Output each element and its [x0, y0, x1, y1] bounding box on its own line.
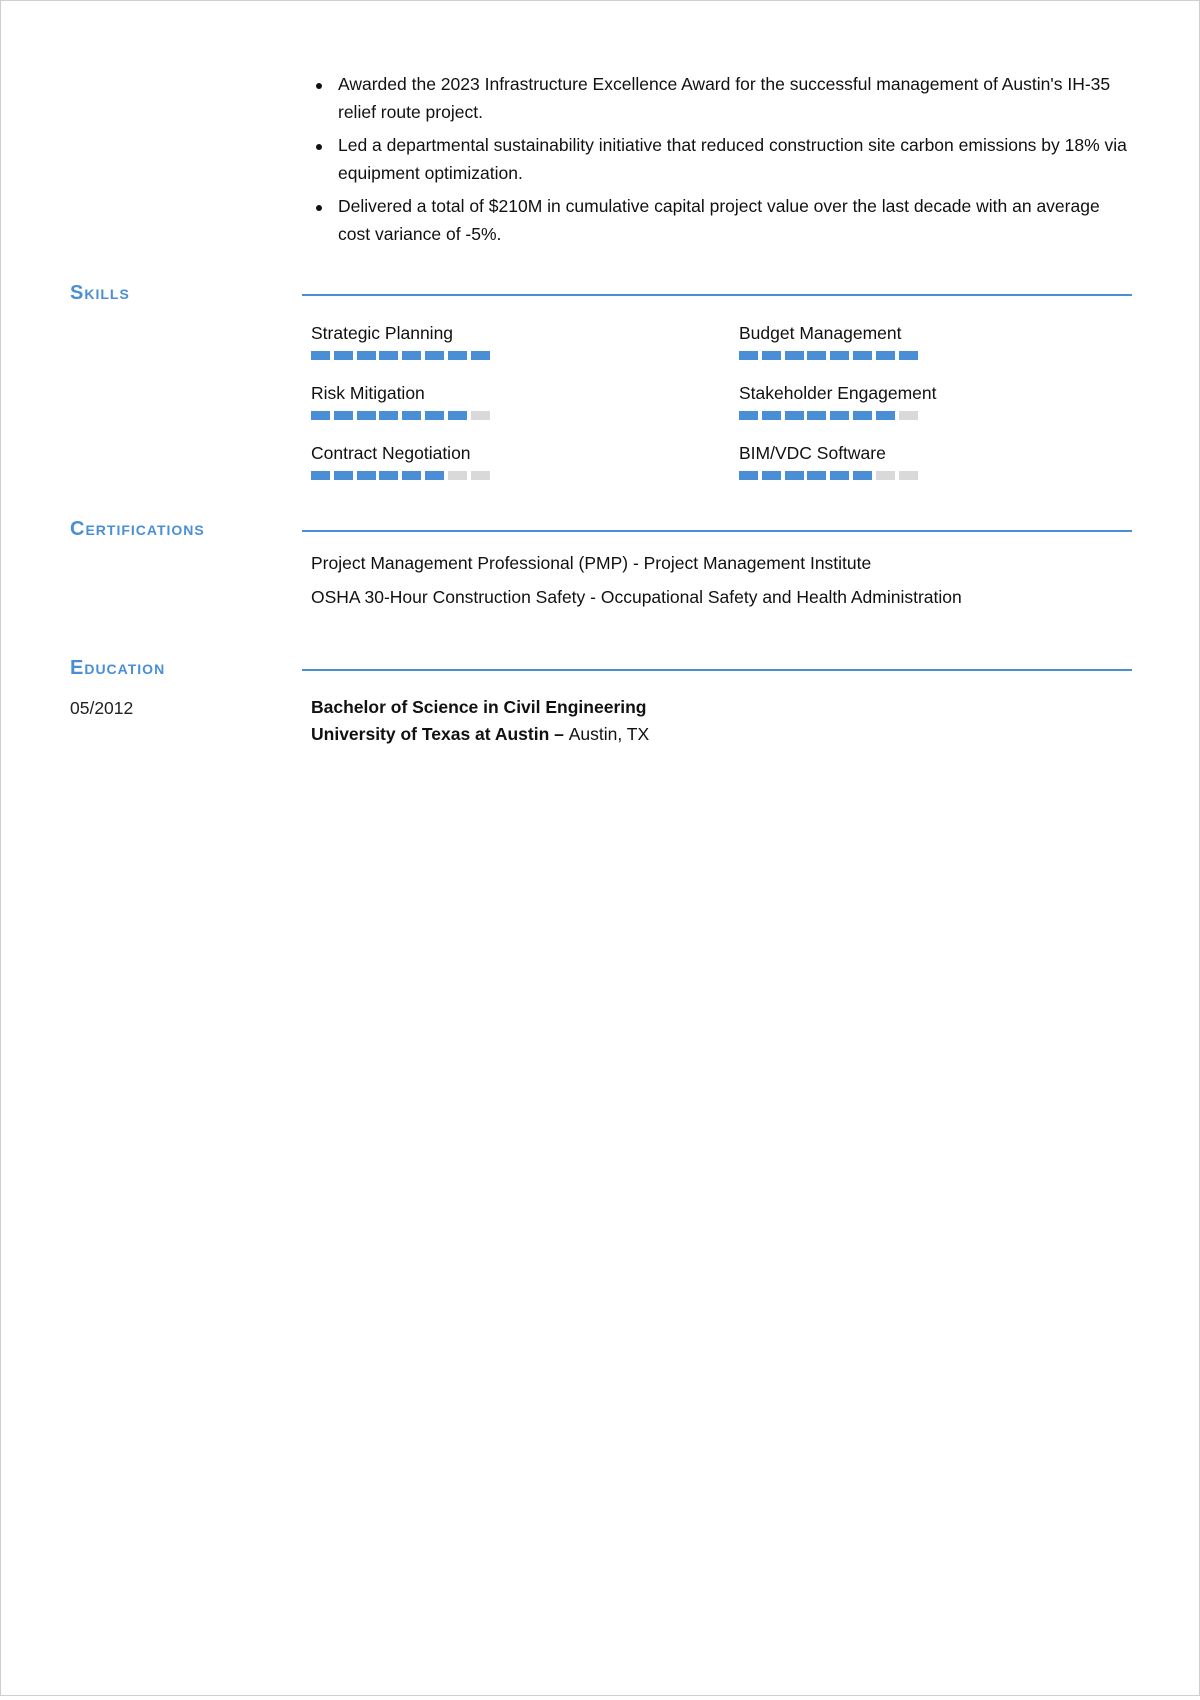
rating-segment-filled — [334, 351, 353, 360]
achievement-text: Delivered a total of $210M in cumulative capital project value over the last decade with an average cost variance of -5%. — [338, 196, 1100, 244]
rating-segment-filled — [739, 351, 758, 360]
skill-name: Contract Negotiation — [311, 443, 471, 463]
section-divider — [302, 669, 1132, 671]
rating-segment-empty — [899, 471, 918, 480]
rating-segment-filled — [830, 471, 849, 480]
section-divider — [302, 294, 1132, 296]
certifications-heading: Certifications — [70, 518, 205, 540]
skills-heading: Skills — [70, 282, 130, 304]
rating-segment-empty — [471, 471, 490, 480]
rating-segment-filled — [379, 471, 398, 480]
bullet-icon — [316, 205, 322, 211]
skill-rating-bar — [739, 411, 1139, 420]
skill-name: Strategic Planning — [311, 323, 454, 343]
rating-segment-filled — [853, 411, 872, 420]
skill-rating-bar — [311, 351, 711, 360]
rating-segment-filled — [357, 411, 376, 420]
rating-segment-empty — [899, 411, 918, 420]
rating-segment-empty — [471, 411, 490, 420]
achievements-list — [311, 71, 1131, 254]
rating-segment-empty — [876, 471, 895, 480]
rating-segment-filled — [762, 411, 781, 420]
skill-rating-bar — [739, 471, 1139, 480]
rating-segment-filled — [762, 351, 781, 360]
rating-segment-filled — [876, 411, 895, 420]
skill-item — [739, 321, 1139, 360]
section-divider — [302, 530, 1132, 532]
education-location: Austin, TX — [568, 724, 650, 744]
rating-segment-filled — [334, 471, 353, 480]
skill-rating-bar — [739, 351, 1139, 360]
education-degree: Bachelor of Science in Civil Engineering — [311, 697, 647, 717]
rating-segment-filled — [402, 471, 421, 480]
achievement-text: Led a departmental sustainability initiative that reduced construction site carbon emissions by 18% via equipment optimization. — [338, 135, 1127, 183]
achievement-item — [311, 193, 1131, 248]
rating-segment-filled — [830, 411, 849, 420]
rating-segment-filled — [876, 351, 895, 360]
rating-segment-filled — [471, 351, 490, 360]
rating-segment-filled — [379, 351, 398, 360]
certification-item: OSHA 30-Hour Construction Safety - Occupational Safety and Health Administration — [311, 587, 962, 607]
skill-name: Stakeholder Engagement — [739, 383, 937, 403]
rating-segment-filled — [425, 411, 444, 420]
rating-segment-filled — [448, 411, 467, 420]
skill-name: BIM/VDC Software — [739, 443, 886, 463]
rating-segment-filled — [807, 411, 826, 420]
skill-name: Risk Mitigation — [311, 383, 425, 403]
rating-segment-filled — [853, 471, 872, 480]
certifications-list — [311, 551, 1171, 619]
rating-segment-filled — [379, 411, 398, 420]
skill-item — [739, 441, 1139, 480]
education-school: University of Texas at Austin — [311, 724, 550, 744]
bullet-icon — [316, 83, 322, 89]
achievement-item — [311, 132, 1131, 187]
rating-segment-filled — [425, 351, 444, 360]
rating-segment-empty — [448, 471, 467, 480]
rating-segment-filled — [402, 411, 421, 420]
rating-segment-filled — [785, 411, 804, 420]
skill-name: Budget Management — [739, 323, 902, 343]
rating-segment-filled — [739, 411, 758, 420]
bullet-icon — [316, 144, 322, 150]
skill-item — [311, 381, 711, 420]
rating-segment-filled — [785, 351, 804, 360]
rating-segment-filled — [311, 411, 330, 420]
skill-item — [739, 381, 1139, 420]
achievement-item — [311, 71, 1131, 126]
education-separator: – — [549, 724, 569, 744]
skill-rating-bar — [311, 471, 711, 480]
rating-segment-filled — [807, 471, 826, 480]
rating-segment-filled — [357, 471, 376, 480]
rating-segment-filled — [425, 471, 444, 480]
rating-segment-filled — [311, 471, 330, 480]
rating-segment-filled — [830, 351, 849, 360]
rating-segment-filled — [357, 351, 376, 360]
rating-segment-filled — [311, 351, 330, 360]
achievement-text: Awarded the 2023 Infrastructure Excellence Award for the successful management of Austin's IH-35 relief route project. — [338, 74, 1111, 122]
skill-rating-bar — [311, 411, 711, 420]
certification-item: Project Management Professional (PMP) - Project Management Institute — [311, 553, 872, 573]
education-school-line — [311, 721, 1171, 748]
education-date: 05/2012 — [70, 698, 134, 718]
rating-segment-filled — [762, 471, 781, 480]
rating-segment-filled — [402, 351, 421, 360]
rating-segment-filled — [334, 411, 353, 420]
skill-item — [311, 321, 711, 360]
rating-segment-filled — [785, 471, 804, 480]
rating-segment-filled — [739, 471, 758, 480]
skill-item — [311, 441, 711, 480]
education-heading: Education — [70, 657, 166, 679]
rating-segment-filled — [853, 351, 872, 360]
rating-segment-filled — [448, 351, 467, 360]
rating-segment-filled — [899, 351, 918, 360]
education-details — [311, 694, 1171, 748]
rating-segment-filled — [807, 351, 826, 360]
